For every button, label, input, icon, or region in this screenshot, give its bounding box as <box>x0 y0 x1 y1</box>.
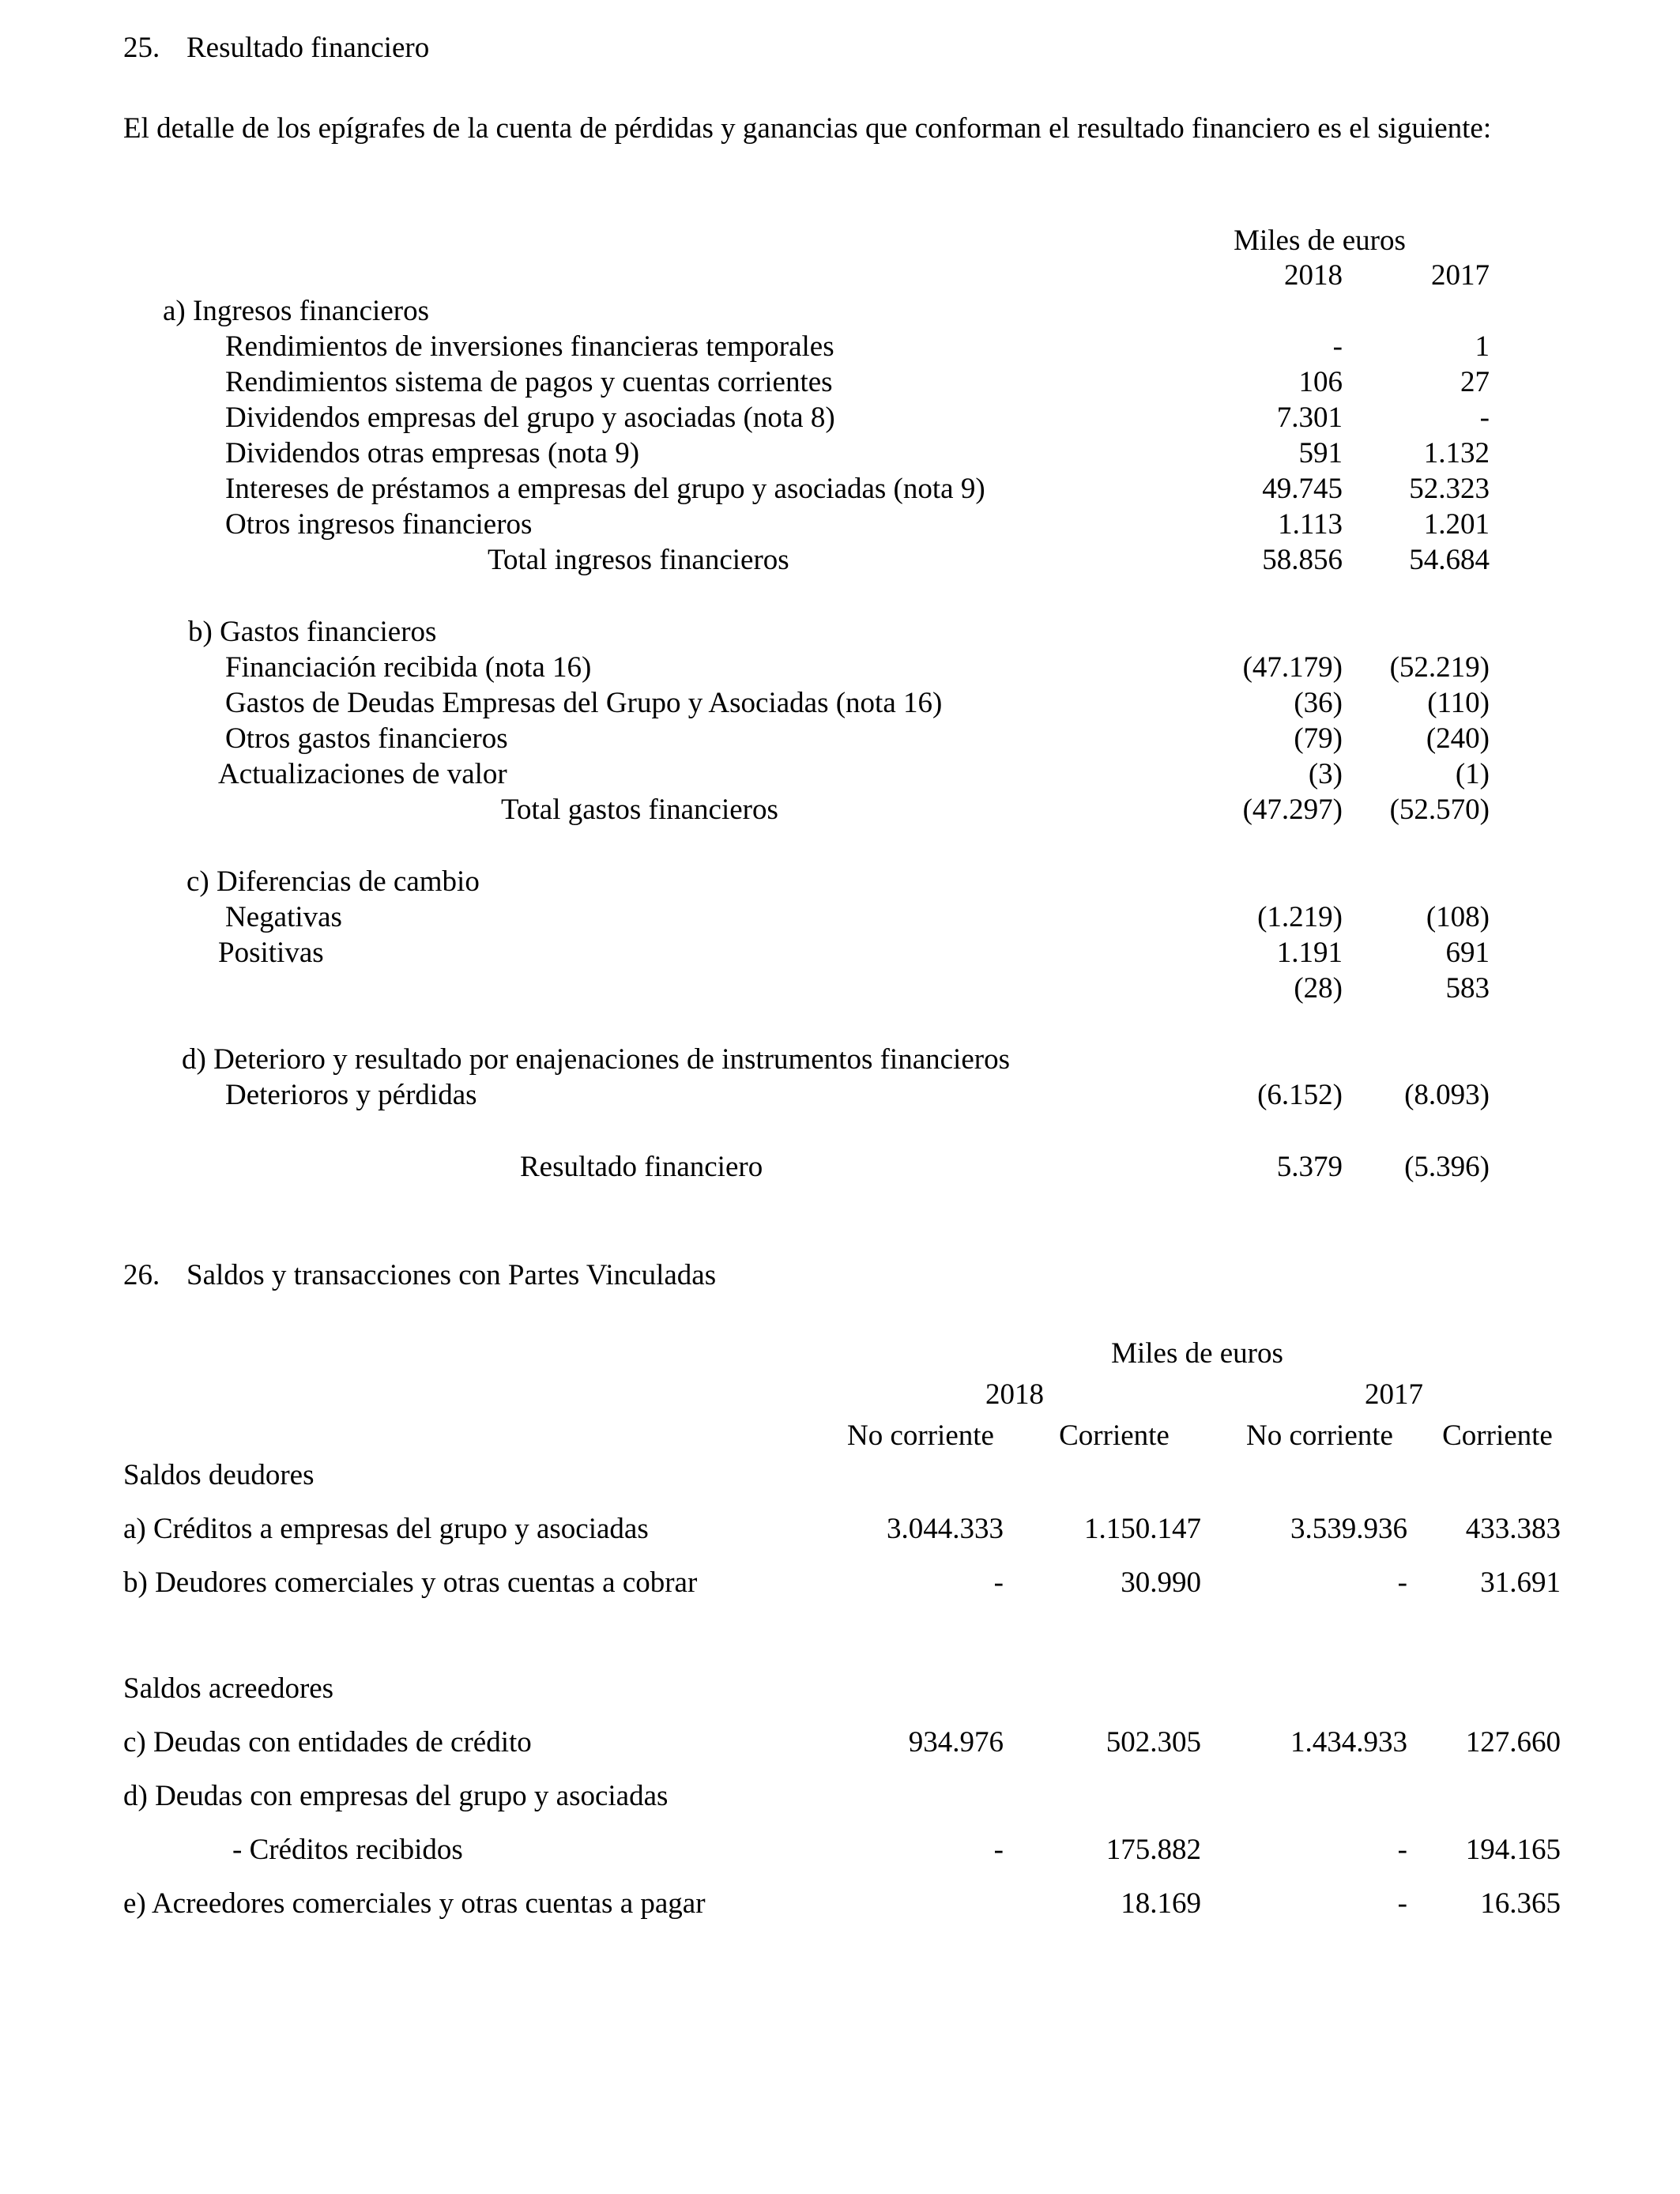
row-value: - <box>993 1834 1004 1866</box>
row-value: 934.976 <box>908 1726 1004 1759</box>
row-label: d) Deudas con empresas del grupo y asociadas <box>123 1780 669 1812</box>
diferencias-net-2017: 583 <box>1445 972 1490 1005</box>
note26-number: 26. <box>123 1259 160 1291</box>
row-label: Actualizaciones de valor <box>218 758 507 790</box>
section-c-heading: c) Diferencias de cambio <box>186 865 480 898</box>
note26-year-2018: 2018 <box>985 1378 1044 1411</box>
row-label: Otros ingresos financieros <box>225 508 533 541</box>
row-value: 127.660 <box>1465 1726 1561 1759</box>
total-gastos-2017: (52.570) <box>1389 794 1490 826</box>
row-label: Dividendos otras empresas (nota 9) <box>225 437 640 469</box>
note25-title: Resultado financiero <box>186 32 430 64</box>
row-value-2018: - <box>1332 330 1343 363</box>
subhead-corriente-2018: Corriente <box>1059 1419 1170 1452</box>
row-value-2017: (240) <box>1426 722 1490 755</box>
row-label: a) Créditos a empresas del grupo y asociadas <box>123 1513 649 1545</box>
row-value: 175.882 <box>1106 1834 1201 1866</box>
row-label: Otros gastos financieros <box>225 722 508 755</box>
row-label: - Créditos recibidos <box>232 1834 463 1866</box>
section-b-heading: b) Gastos financieros <box>188 616 437 648</box>
row-label: e) Acreedores comerciales y otras cuentas a pagar <box>123 1887 706 1920</box>
row-value-2018: 106 <box>1298 366 1343 398</box>
total-ingresos-label: Total ingresos financieros <box>488 544 789 576</box>
row-value-2018: (36) <box>1294 687 1343 719</box>
row-label: Intereses de préstamos a empresas del grupo y asociadas (nota 9) <box>225 473 985 505</box>
note26-year-2017: 2017 <box>1365 1378 1423 1411</box>
row-value-2017: (110) <box>1427 687 1490 719</box>
row-value-2017: 52.323 <box>1409 473 1490 505</box>
row-value-2017: - <box>1479 401 1490 434</box>
diferencias-net-2018: (28) <box>1294 972 1343 1005</box>
row-value-2017: (1) <box>1455 758 1490 790</box>
resultado-financiero-label: Resultado financiero <box>520 1151 763 1183</box>
row-value-2017: (108) <box>1426 901 1490 933</box>
row-label: Negativas <box>225 901 342 933</box>
row-value: - <box>993 1566 1004 1599</box>
row-label: b) Deudores comerciales y otras cuentas a cobrar <box>123 1566 698 1599</box>
row-value-2017: (52.219) <box>1389 651 1490 684</box>
row-value-2017: 1.132 <box>1423 437 1490 469</box>
row-value-2018: 49.745 <box>1262 473 1343 505</box>
resultado-financiero-2017: (5.396) <box>1404 1151 1490 1183</box>
resultado-financiero-2018: 5.379 <box>1276 1151 1343 1183</box>
total-ingresos-2017: 54.684 <box>1409 544 1490 576</box>
section-d-heading: d) Deterioro y resultado por enajenaciones de instrumentos financieros <box>182 1043 1010 1076</box>
subhead-no-corriente-2018: No corriente <box>847 1419 994 1452</box>
row-value: 3.044.333 <box>887 1513 1004 1545</box>
row-value: 3.539.936 <box>1290 1513 1407 1545</box>
saldos-deudores-heading: Saldos deudores <box>123 1459 315 1491</box>
row-value-2018: 7.301 <box>1276 401 1343 434</box>
row-value-2018: 1.191 <box>1276 937 1343 969</box>
row-value: - <box>1397 1887 1407 1920</box>
subhead-no-corriente-2017: No corriente <box>1246 1419 1393 1452</box>
row-value-2018: (6.152) <box>1257 1079 1343 1111</box>
row-value-2017: 1.201 <box>1423 508 1490 541</box>
total-ingresos-2018: 58.856 <box>1262 544 1343 576</box>
row-value-2017: 691 <box>1445 937 1490 969</box>
row-value: 433.383 <box>1465 1513 1561 1545</box>
row-value-2018: (1.219) <box>1257 901 1343 933</box>
note26-title: Saldos y transacciones con Partes Vinculadas <box>186 1259 717 1291</box>
row-value: 1.434.933 <box>1290 1726 1407 1759</box>
row-label: Financiación recibida (nota 16) <box>225 651 592 684</box>
row-value-2018: 591 <box>1298 437 1343 469</box>
row-value-2017: 1 <box>1475 330 1490 363</box>
row-label: Positivas <box>218 937 324 969</box>
note25-intro: El detalle de los epígrafes de la cuenta de pérdidas y ganancias que conforman el resultado financiero es el siguiente: <box>123 112 1492 145</box>
row-value-2018: (47.179) <box>1242 651 1343 684</box>
row-value: 194.165 <box>1465 1834 1561 1866</box>
row-value: 18.169 <box>1121 1887 1201 1920</box>
row-value: 16.365 <box>1480 1887 1561 1920</box>
row-label: Deterioros y pérdidas <box>225 1079 477 1111</box>
row-value-2017: 27 <box>1460 366 1490 398</box>
note25-number: 25. <box>123 32 160 64</box>
row-value: 30.990 <box>1121 1566 1201 1599</box>
row-label: Dividendos empresas del grupo y asociadas (nota 8) <box>225 401 835 434</box>
row-label: Gastos de Deudas Empresas del Grupo y Asociadas (nota 16) <box>225 687 943 719</box>
row-value-2017: (8.093) <box>1404 1079 1490 1111</box>
subhead-corriente-2017: Corriente <box>1442 1419 1553 1452</box>
row-label: Rendimientos sistema de pagos y cuentas corrientes <box>225 366 833 398</box>
row-value: 1.150.147 <box>1084 1513 1201 1545</box>
row-value: - <box>1397 1834 1407 1866</box>
row-value: 31.691 <box>1480 1566 1561 1599</box>
row-label: c) Deudas con entidades de crédito <box>123 1726 532 1759</box>
note26-units-header: Miles de euros <box>1111 1337 1283 1370</box>
row-value-2018: (79) <box>1294 722 1343 755</box>
row-value-2018: 1.113 <box>1278 508 1343 541</box>
total-gastos-2018: (47.297) <box>1242 794 1343 826</box>
row-value-2018: (3) <box>1308 758 1343 790</box>
row-label: Rendimientos de inversiones financieras temporales <box>225 330 834 363</box>
note25-year-2017: 2017 <box>1431 259 1490 292</box>
note25-year-2018: 2018 <box>1284 259 1343 292</box>
row-value: - <box>1397 1566 1407 1599</box>
saldos-acreedores-heading: Saldos acreedores <box>123 1672 334 1705</box>
section-a-heading: a) Ingresos financieros <box>163 295 429 327</box>
row-value: 502.305 <box>1106 1726 1201 1759</box>
note25-units-header: Miles de euros <box>1234 224 1406 257</box>
total-gastos-label: Total gastos financieros <box>501 794 778 826</box>
